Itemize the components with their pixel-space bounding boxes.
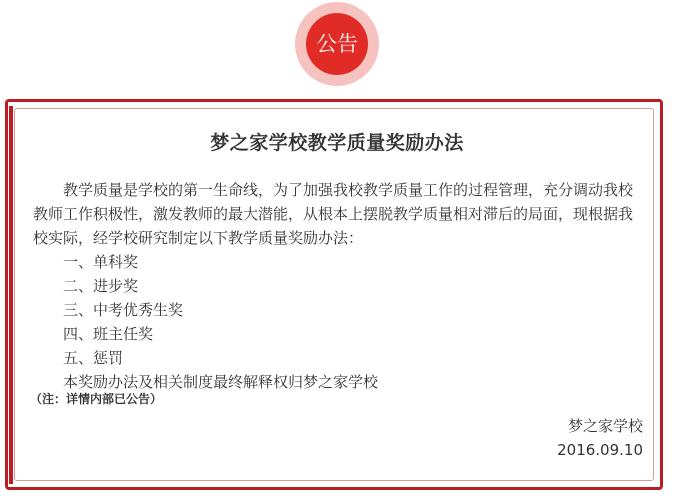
list-item: 二、进步奖 bbox=[63, 277, 139, 295]
list-item: 一、单科奖 bbox=[63, 253, 139, 271]
list-item: 三、中考优秀生奖 bbox=[63, 301, 184, 319]
footnote: （注：详情内部已公告） bbox=[30, 392, 163, 406]
frame-left-accent bbox=[9, 106, 13, 484]
announcement-badge bbox=[295, 2, 379, 86]
list-item: 五、惩罚 bbox=[63, 349, 124, 367]
signature-organization: 梦之家学校 bbox=[567, 417, 643, 435]
document-title: 梦之家学校教学质量奖励办法 bbox=[210, 132, 464, 154]
announcement-badge-label: 公告 bbox=[306, 13, 368, 75]
list-item: 四、班主任奖 bbox=[63, 325, 154, 343]
document-intro-paragraph: 教学质量是学校的第一生命线，为了加强我校教学质量工作的过程管理，充分调动我校教师工作积极性，激发教师的最大潜能，从根本上摆脱教学质量相对滞后的局面，现根据我校实际，经学校研究制定以下教学质量奖励办法： bbox=[33, 181, 634, 247]
closing-statement: 本奖励办法及相关制度最终解释权归梦之家学校 bbox=[63, 373, 379, 391]
signature-date: 2016.09.10 bbox=[557, 441, 643, 459]
